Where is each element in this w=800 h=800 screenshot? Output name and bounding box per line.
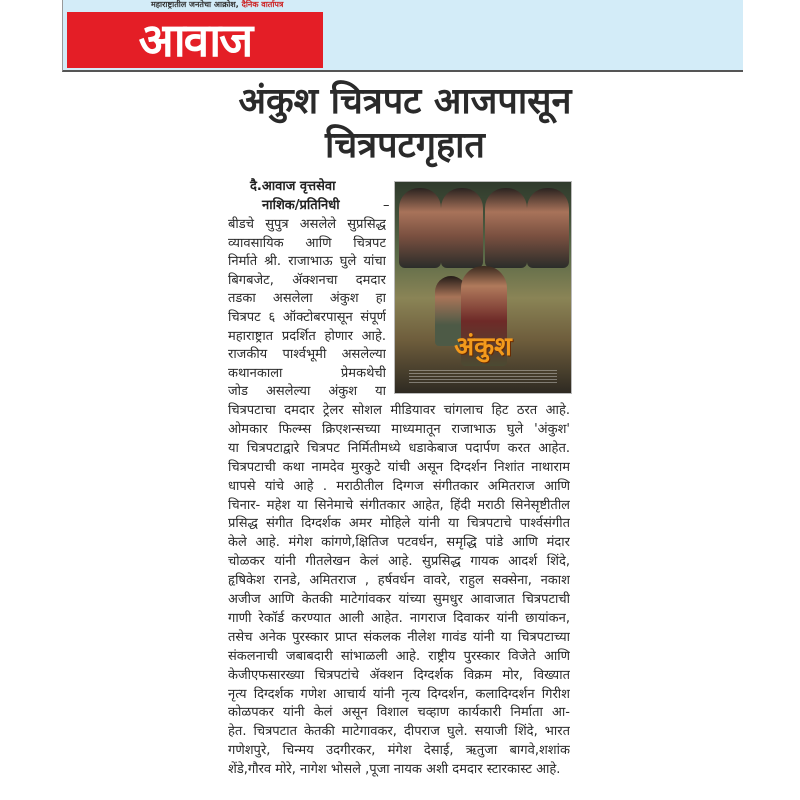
article-line: जोड असलेल्या अंकुश या [228, 384, 386, 400]
headline-line-2: चित्रपटगृहात [325, 125, 485, 166]
byline-location: नाशिक/प्रतिनिधी [262, 198, 340, 213]
headline-line-1: अंकुश चित्रपट आजपासून [238, 81, 572, 122]
article-line: बिगबजेट, ॲक्शनचा दमदार [228, 272, 386, 288]
logo-text: आवाज [138, 13, 252, 67]
movie-poster-image [394, 181, 572, 394]
poster-figure [527, 188, 569, 268]
article-line: प्रसिद्ध संगीत दिग्दर्शक अमर मोहिले यांनी या चित्रपटाचे पार्श्वसंगीत [228, 516, 570, 532]
article-line: या चित्रपटाद्वारे चित्रपट निर्मितीमध्ये धडाकेबाज पदार्पण करत आहेत. [228, 440, 570, 456]
article-line: तसेच अनेक पुरस्कार प्राप्त संकलक नीलेश गावंड यांनी या चित्रपटाच्या [228, 629, 570, 645]
byline-agency: दै.आवाज वृत्तसेवा [250, 179, 336, 194]
article-line: कोळपकर यांनी केलं असून विशाल चव्हाण कार्यकारी निर्माता आ- [228, 705, 570, 721]
article-line: ओमकार फिल्म्स क्रिएशन्सच्या माध्यमातून राजाभाऊ घुले 'अंकुश' [228, 421, 570, 437]
article-line: संकलनाची जबाबदारी सांभाळली आहे. राष्ट्रीय पुरस्कार विजेते आणि [228, 648, 570, 664]
article-line: चिनार- महेश या सिनेमाचे संगीतकार आहेत, हिंदी मराठी सिनेसृष्टीतील [228, 497, 570, 513]
tagline-red-text: दैनिक वार्तापत्र [241, 0, 284, 9]
article-line: निर्माते श्री. राजाभाऊ घुले यांचा [228, 254, 386, 270]
article-line: नृत्य दिग्दर्शक गणेश आचार्य यांनी नृत्य दिग्दर्शन, कलादिग्दर्शन गिरीश [228, 686, 570, 702]
article-line: गणेशपुरे, चिन्मय उदगीरकर, मंगेश देसाई, ऋतुजा बागवे,शशांक [228, 743, 570, 759]
article-line: हेत. चित्रपटात केतकी माटेगावकर, दीपराज घुले. सयाजी शिंदे, भारत [228, 724, 570, 740]
poster-figure [485, 188, 527, 268]
newspaper-masthead [62, 0, 743, 72]
byline-dash: – [383, 198, 390, 213]
article-line: तडका असलेला अंकुश हा [228, 291, 386, 307]
poster-figure [399, 188, 441, 268]
article-line: राजकीय पार्श्वभूमी असलेल्या [228, 347, 386, 363]
article-line: कथानकाला प्रेमकथेची [228, 365, 386, 381]
article-line: चित्रपट ६ ऑक्टोबरपासून संपूर्ण [228, 310, 386, 325]
masthead-tagline [151, 0, 283, 10]
article-line: केले आहे. मंगेश कांगणे,क्षितिज पटवर्धन, समृद्धि पांडे आणि मंदार [228, 535, 570, 551]
article-line: अजीज आणि केतकी माटेगांवकर यांच्या सुमधुर आवाजात चित्रपटाची [228, 592, 570, 607]
article-line: केजीएफसारख्या चित्रपटांचे ॲक्शन दिग्दर्शक विक्रम मोर, विख्यात [228, 667, 570, 683]
tagline-text: महाराष्ट्रातील जनतेचा आक्रोश, [151, 0, 239, 9]
article-line: व्यावसायिक आणि चित्रपट [228, 235, 386, 251]
poster-title: अंकुश [454, 332, 512, 362]
poster-credits [409, 370, 557, 384]
article-line: चित्रपटाचा दमदार ट्रेलर सोशल मीडियावर चांगलाच हिट ठरत आहे. [228, 403, 570, 418]
article-line: चित्रपटाची कथा नामदेव मुरकुटे यांची असून दिग्दर्शन निशांत नाथाराम [228, 459, 570, 475]
article-line: शेंडे,गौरव मोरे, नागेश भोसले ,पूजा नायक अशी दमदार स्टारकास्ट आहे. [228, 762, 561, 778]
article-line: धापसे यांचे आहे . मराठीतील दिग्गज संगीतकार अमितराज आणि [228, 478, 570, 494]
article-line: गाणी रेकॉर्ड करण्यात आली आहेत. नागराज दिवाकर यांनी छायांकन, [228, 610, 570, 626]
newspaper-logo [67, 12, 323, 68]
article-line: बीडचे सुपुत्र असलेले सुप्रसिद्ध [228, 217, 386, 232]
poster-figure [441, 188, 483, 268]
article-line: महाराष्ट्रात प्रदर्शित होणार आहे. [228, 328, 386, 344]
article-line: हृषिकेश रानडे, अमितराज , हर्षवर्धन वावरे, राहुल सक्सेना, नकाश [228, 573, 570, 589]
article-line: चोळकर यांनी गीतलेखन केलं आहे. सुप्रसिद्ध गायक आदर्श शिंदे, [228, 554, 570, 570]
